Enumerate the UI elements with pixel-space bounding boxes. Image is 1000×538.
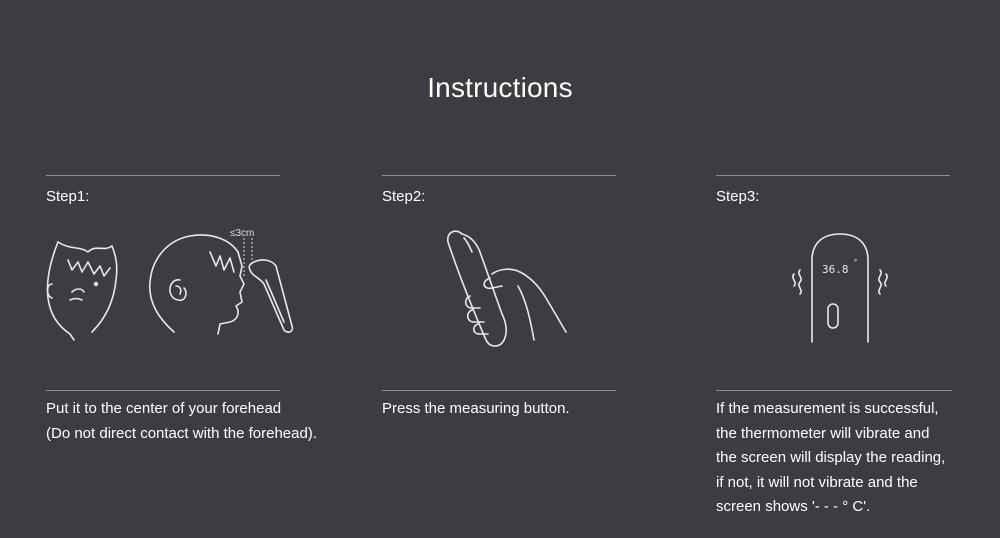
step1-description-line: (Do not direct contact with the forehead).	[46, 424, 317, 442]
step3-header	[716, 175, 996, 205]
hand-press-button-icon	[448, 231, 566, 346]
step2-label: Step2:	[382, 188, 426, 205]
step2-description	[382, 390, 682, 422]
display-reading: 36.8	[822, 263, 849, 276]
step2-description-line: Press the measuring button.	[382, 400, 570, 417]
step2-header	[382, 175, 682, 205]
step3-description-line: the thermometer will vibrate and	[716, 424, 930, 442]
divider	[382, 390, 616, 391]
step3-description	[716, 390, 996, 520]
divider	[716, 175, 950, 176]
divider	[46, 175, 280, 176]
distance-label: ≤3cm	[230, 228, 255, 239]
step1-description-line: Put it to the center of your forehead	[46, 400, 282, 417]
step1-label: Step1:	[46, 188, 90, 205]
step2-illustration	[440, 222, 580, 352]
divider	[382, 175, 616, 176]
vibrating-device-icon	[793, 234, 887, 342]
front-face-icon	[47, 242, 116, 340]
page-title: Instructions	[427, 72, 573, 103]
step3-description-line: screen shows '- - - ° C'.	[716, 498, 871, 515]
profile-head-icon	[150, 235, 244, 334]
step1-header	[46, 175, 376, 205]
display-unit: °	[853, 258, 858, 267]
step3-description-line: the screen will display the reading,	[716, 449, 946, 466]
step3-label: Step3:	[716, 188, 760, 205]
step1-description	[46, 390, 376, 446]
thermometer-icon	[249, 260, 292, 332]
step3-description-line: If the measurement is successful,	[716, 400, 939, 417]
divider	[46, 390, 280, 391]
step1-illustration	[40, 222, 300, 352]
step3-illustration	[790, 230, 890, 348]
divider	[716, 390, 952, 391]
step3-description-line: if not, it will not vibrate and the	[716, 473, 918, 491]
